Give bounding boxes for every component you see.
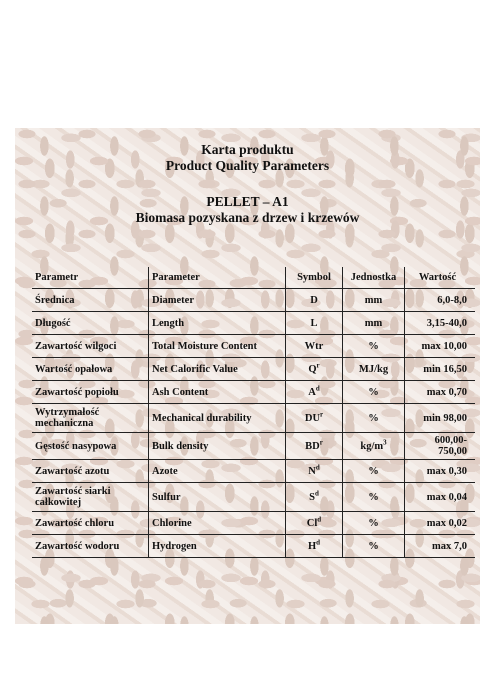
unit-superscript: 3 — [383, 438, 387, 446]
cell-jednostka: mm — [343, 312, 405, 335]
product-name: PELLET – A1 — [206, 194, 289, 209]
title-en: Product Quality Parameters — [165, 158, 330, 173]
cell-wartosc: max 0,70 — [405, 381, 476, 404]
pellet-background-sheet — [15, 128, 480, 624]
cell-parameter: Diameter — [149, 289, 286, 312]
table-row — [32, 335, 475, 358]
cell-wartosc: 6,0-8,0 — [405, 289, 476, 312]
document-content — [15, 128, 480, 624]
cell-parameter: Sulfur — [149, 483, 286, 512]
cell-wartosc: max 7,0 — [405, 535, 476, 558]
cell-parameter: Length — [149, 312, 286, 335]
parameters-table — [32, 267, 475, 558]
table-header-row — [32, 267, 475, 289]
cell-jednostka: MJ/kg — [343, 358, 405, 381]
cell-parametr: Długość — [32, 312, 149, 335]
cell-symbol: D — [286, 289, 343, 312]
cell-parametr: Wytrzymałość mechaniczna — [32, 404, 149, 433]
cell-parameter: Bulk density — [149, 433, 286, 460]
cell-parameter: Chlorine — [149, 512, 286, 535]
cell-wartosc: max 0,04 — [405, 483, 476, 512]
cell-symbol: $Q^r$ — [286, 358, 343, 381]
cell-wartosc: min 16,50 — [405, 358, 476, 381]
cell-parametr: Średnica — [32, 289, 149, 312]
cell-wartosc: min 98,00 — [405, 404, 476, 433]
table-row — [32, 312, 475, 335]
column-header-symbol: Symbol — [286, 267, 343, 289]
cell-parametr: Zawartość azotu — [32, 460, 149, 483]
cell-jednostka: % — [343, 335, 405, 358]
column-header-parametr: Parametr — [32, 267, 149, 289]
cell-parameter: Hydrogen — [149, 535, 286, 558]
cell-parameter: Net Calorific Value — [149, 358, 286, 381]
cell-parameter: Ash Content — [149, 381, 286, 404]
table-row — [32, 483, 475, 512]
cell-symbol: $A^d$ — [286, 381, 343, 404]
title-pl: Karta produktu — [201, 142, 294, 157]
table-row — [32, 460, 475, 483]
cell-symbol: L — [286, 312, 343, 335]
cell-symbol: Cl$^d$ — [286, 512, 343, 535]
cell-jednostka: % — [343, 460, 405, 483]
cell-parametr: Zawartość siarki całkowitej — [32, 483, 149, 512]
cell-symbol: $DU^r$ — [286, 404, 343, 433]
column-header-wartosc: Wartość — [405, 267, 476, 289]
cell-parameter: Total Moisture Content — [149, 335, 286, 358]
cell-wartosc: max 0,30 — [405, 460, 476, 483]
table-row — [32, 512, 475, 535]
cell-jednostka: % — [343, 535, 405, 558]
cell-symbol: $S^d$ — [286, 483, 343, 512]
symbol-superscript: d — [314, 489, 319, 497]
symbol-superscript: r — [320, 410, 324, 418]
cell-jednostka: $kg/m^3$ — [343, 433, 405, 460]
cell-jednostka: % — [343, 404, 405, 433]
cell-symbol: $N^d$ — [286, 460, 343, 483]
symbol-superscript: d — [317, 515, 322, 523]
symbol-superscript: d — [315, 463, 320, 471]
cell-jednostka: % — [343, 483, 405, 512]
cell-wartosc: 3,15-40,0 — [405, 312, 476, 335]
cell-symbol: $H^d$ — [286, 535, 343, 558]
cell-parametr: Zawartość wilgoci — [32, 335, 149, 358]
table-row — [32, 433, 475, 460]
symbol-superscript: d — [316, 538, 321, 546]
cell-parametr: Zawartość popiołu — [32, 381, 149, 404]
cell-parametr: Gęstość nasypowa — [32, 433, 149, 460]
symbol-superscript: r — [316, 361, 320, 369]
cell-parameter: Azote — [149, 460, 286, 483]
cell-parametr: Zawartość chloru — [32, 512, 149, 535]
cell-symbol: Wtr — [286, 335, 343, 358]
table-row — [32, 289, 475, 312]
cell-symbol: $BD^r$ — [286, 433, 343, 460]
table-row — [32, 358, 475, 381]
cell-wartosc: max 10,00 — [405, 335, 476, 358]
cell-jednostka: mm — [343, 289, 405, 312]
product-subtitle: Biomasa pozyskana z drzew i krzewów — [135, 210, 360, 225]
table-row — [32, 535, 475, 558]
column-header-jednostka: Jednostka — [343, 267, 405, 289]
cell-parametr: Wartość opałowa — [32, 358, 149, 381]
symbol-superscript: d — [315, 384, 320, 392]
symbol-superscript: r — [319, 438, 323, 446]
cell-jednostka: % — [343, 381, 405, 404]
column-header-parameter: Parameter — [149, 267, 286, 289]
cell-wartosc: 600,00-750,00 — [405, 433, 476, 460]
table-row — [32, 381, 475, 404]
cell-wartosc: max 0,02 — [405, 512, 476, 535]
cell-jednostka: % — [343, 512, 405, 535]
cell-parameter: Mechanical durability — [149, 404, 286, 433]
cell-parametr: Zawartość wodoru — [32, 535, 149, 558]
table-row — [32, 404, 475, 433]
